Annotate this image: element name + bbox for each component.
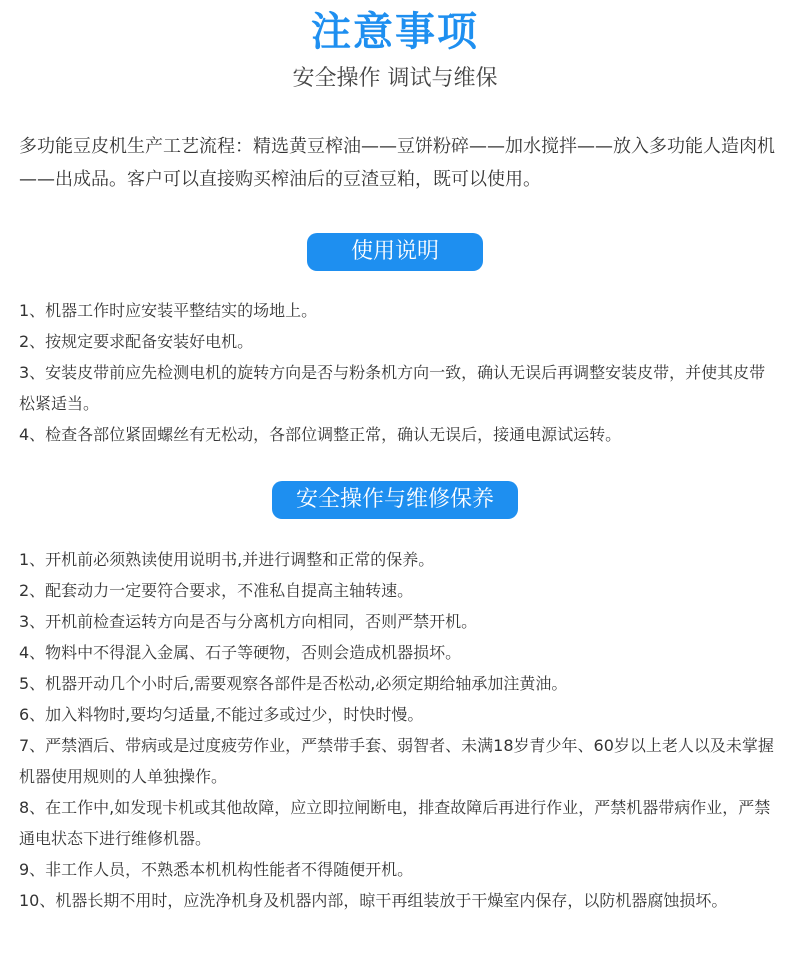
list-item: 3、开机前检查运转方向是否与分离机方向相同，否则严禁开机。 (19, 612, 478, 631)
list-item: 9、非工作人员，不熟悉本机机构性能者不得随便开机。 (19, 860, 414, 879)
list-item: 10、机器长期不用时，应洗净机身及机器内部，晾干再组装放于干燥室内保存，以防机器腐蚀损坏。 (19, 891, 728, 910)
usage-list (19, 295, 781, 450)
list-item: 5、机器开动几个小时后,需要观察各部件是否松动,必须定期给轴承加注黄油。 (19, 674, 568, 693)
list-item: 1、开机前必须熟读使用说明书,并进行调整和正常的保养。 (19, 550, 435, 569)
section-heading-usage: 使用说明 (307, 233, 483, 271)
intro-paragraph: 多功能豆皮机生产工艺流程：精选黄豆榨油——豆饼粉碎——加水搅拌——放入多功能人造肉机——出成品。客户可以直接购买榨油后的豆渣豆粕，既可以使用。 (19, 136, 775, 190)
list-item: 6、加入料物时,要均匀适量,不能过多或过少，时快时慢。 (19, 705, 424, 724)
list-item: 8、在工作中,如发现卡机或其他故障，应立即拉闸断电，排查故障后再进行作业，严禁机器带病作业，严禁通电状态下进行维修机器。 (19, 798, 771, 848)
page-subtitle: 安全操作 调试与维保 (292, 66, 498, 91)
list-item: 4、检查各部位紧固螺丝有无松动，各部位调整正常，确认无误后，接通电源试运转。 (19, 425, 622, 444)
safety-list (19, 544, 781, 916)
list-item: 1、机器工作时应安装平整结实的场地上。 (19, 301, 318, 320)
list-item: 2、按规定要求配备安装好电机。 (19, 332, 254, 351)
list-item: 3、安装皮带前应先检测电机的旋转方向是否与粉条机方向一致，确认无误后再调整安装皮带，并使其皮带松紧适当。 (19, 363, 766, 413)
list-item: 4、物料中不得混入金属、石子等硬物，否则会造成机器损坏。 (19, 643, 462, 662)
section-heading-safety: 安全操作与维修保养 (272, 481, 518, 519)
list-item: 2、配套动力一定要符合要求，不准私自提高主轴转速。 (19, 581, 414, 600)
page-title: 注意事项 (311, 9, 479, 55)
list-item: 7、严禁酒后、带病或是过度疲劳作业，严禁带手套、弱智者、未满18岁青少年、60岁以上老人以及未掌握机器使用规则的人单独操作。 (19, 736, 774, 786)
